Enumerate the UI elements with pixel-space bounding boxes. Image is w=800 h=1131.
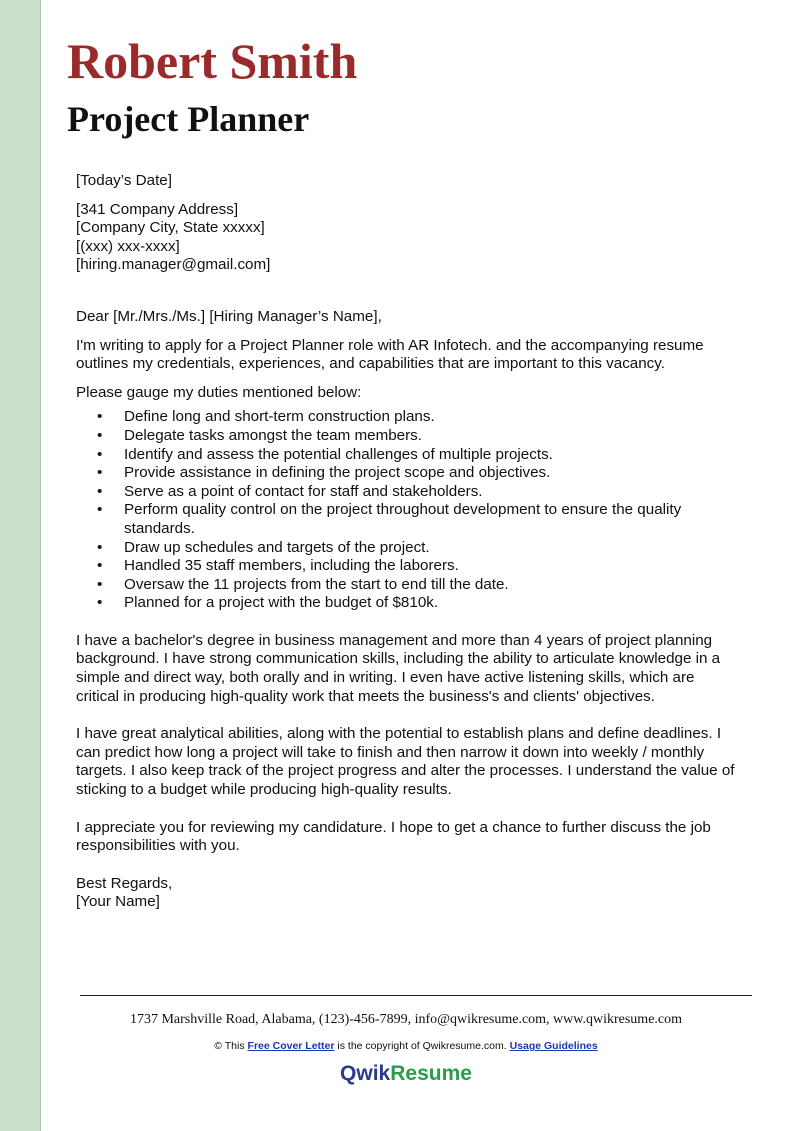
closing-block — [76, 875, 736, 912]
salutation: Dear [Mr./Mrs./Ms.] [Hiring Manager’s Name], — [76, 307, 382, 325]
analytical-paragraph: I have great analytical abilities, along with the potential to establish plans and define deadlines. I can predict how long a project will take to finish and then narrow it down into weekly / monthly targets. I also keep track of the project progress and alter the processes. I understand the value of sticking to a budget while producing high-quality results. — [76, 725, 735, 799]
letter-date: [Today’s Date] — [76, 172, 172, 189]
list-item: • Provide assistance in defining the project scope and objectives. — [124, 464, 736, 483]
free-cover-letter-link[interactable]: Free Cover Letter — [247, 1040, 335, 1052]
education-paragraph: I have a bachelor's degree in business management and more than 4 years of project planning background. I have strong communication skills, including the ability to articulate knowledge in a simple and direct way, both orally and in writing. I even have active listening skills, which are critical in producing high-quality work that meets the business's and clients' objectives. — [76, 631, 721, 705]
recipient-address — [76, 201, 736, 275]
qwikresume-logo[interactable] — [80, 1062, 732, 1086]
list-item: • Serve as a point of contact for staff and stakeholders. — [124, 483, 736, 502]
logo-text-qwik: Qwik — [340, 1062, 391, 1085]
footer-divider — [80, 995, 752, 996]
list-item: • Handled 35 staff members, including the laborers. — [124, 557, 736, 576]
job-title: Project Planner — [67, 99, 310, 139]
duties-intro: Please gauge my duties mentioned below: — [76, 383, 362, 401]
copyright-text: is the copyright of Qwikresume.com. — [337, 1040, 507, 1052]
address-line: [341 Company Address] — [76, 200, 239, 218]
signature-name: [Your Name] — [76, 893, 160, 911]
address-line: [hiring.manager@gmail.com] — [76, 256, 271, 274]
letter-body — [76, 172, 736, 912]
usage-guidelines-link[interactable]: Usage Guidelines — [509, 1040, 598, 1052]
list-item: • Draw up schedules and targets of the project. — [124, 539, 736, 558]
list-item: • Define long and short-term construction plans. — [124, 408, 736, 427]
applicant-name: Robert Smith — [67, 33, 358, 89]
duties-list — [76, 408, 736, 613]
list-item: • Delegate tasks amongst the team members. — [124, 427, 736, 446]
address-line: [(xxx) xxx-xxxx] — [76, 237, 180, 255]
list-item: • Identify and assess the potential challenges of multiple projects. — [124, 446, 736, 465]
intro-paragraph: I'm writing to apply for a Project Planner role with AR Infotech. and the accompanying resume outlines my credentials, experiences, and capabilities that are important to this vacancy. — [76, 336, 704, 373]
closing-paragraph: I appreciate you for reviewing my candidature. I hope to get a chance to further discuss the job responsibilities with you. — [76, 818, 711, 855]
list-item: • Oversaw the 11 projects from the start to end till the date. — [124, 576, 736, 595]
list-item: • Perform quality control on the project throughout development to ensure the quality standards. — [124, 501, 736, 538]
list-item: • Planned for a project with the budget of $810k. — [124, 594, 736, 613]
sign-off: Best Regards, — [76, 874, 173, 892]
footer-contact: 1737 Marshville Road, Alabama, (123)-456-7899, info@qwikresume.com, www.qwikresume.com — [129, 1012, 683, 1027]
copyright-notice — [80, 1040, 732, 1052]
address-line: [Company City, State xxxxx] — [76, 219, 265, 237]
copyright-prefix: © This — [214, 1040, 245, 1052]
decorative-sidebar — [0, 0, 41, 1131]
logo-text-resume: Resume — [390, 1062, 472, 1085]
